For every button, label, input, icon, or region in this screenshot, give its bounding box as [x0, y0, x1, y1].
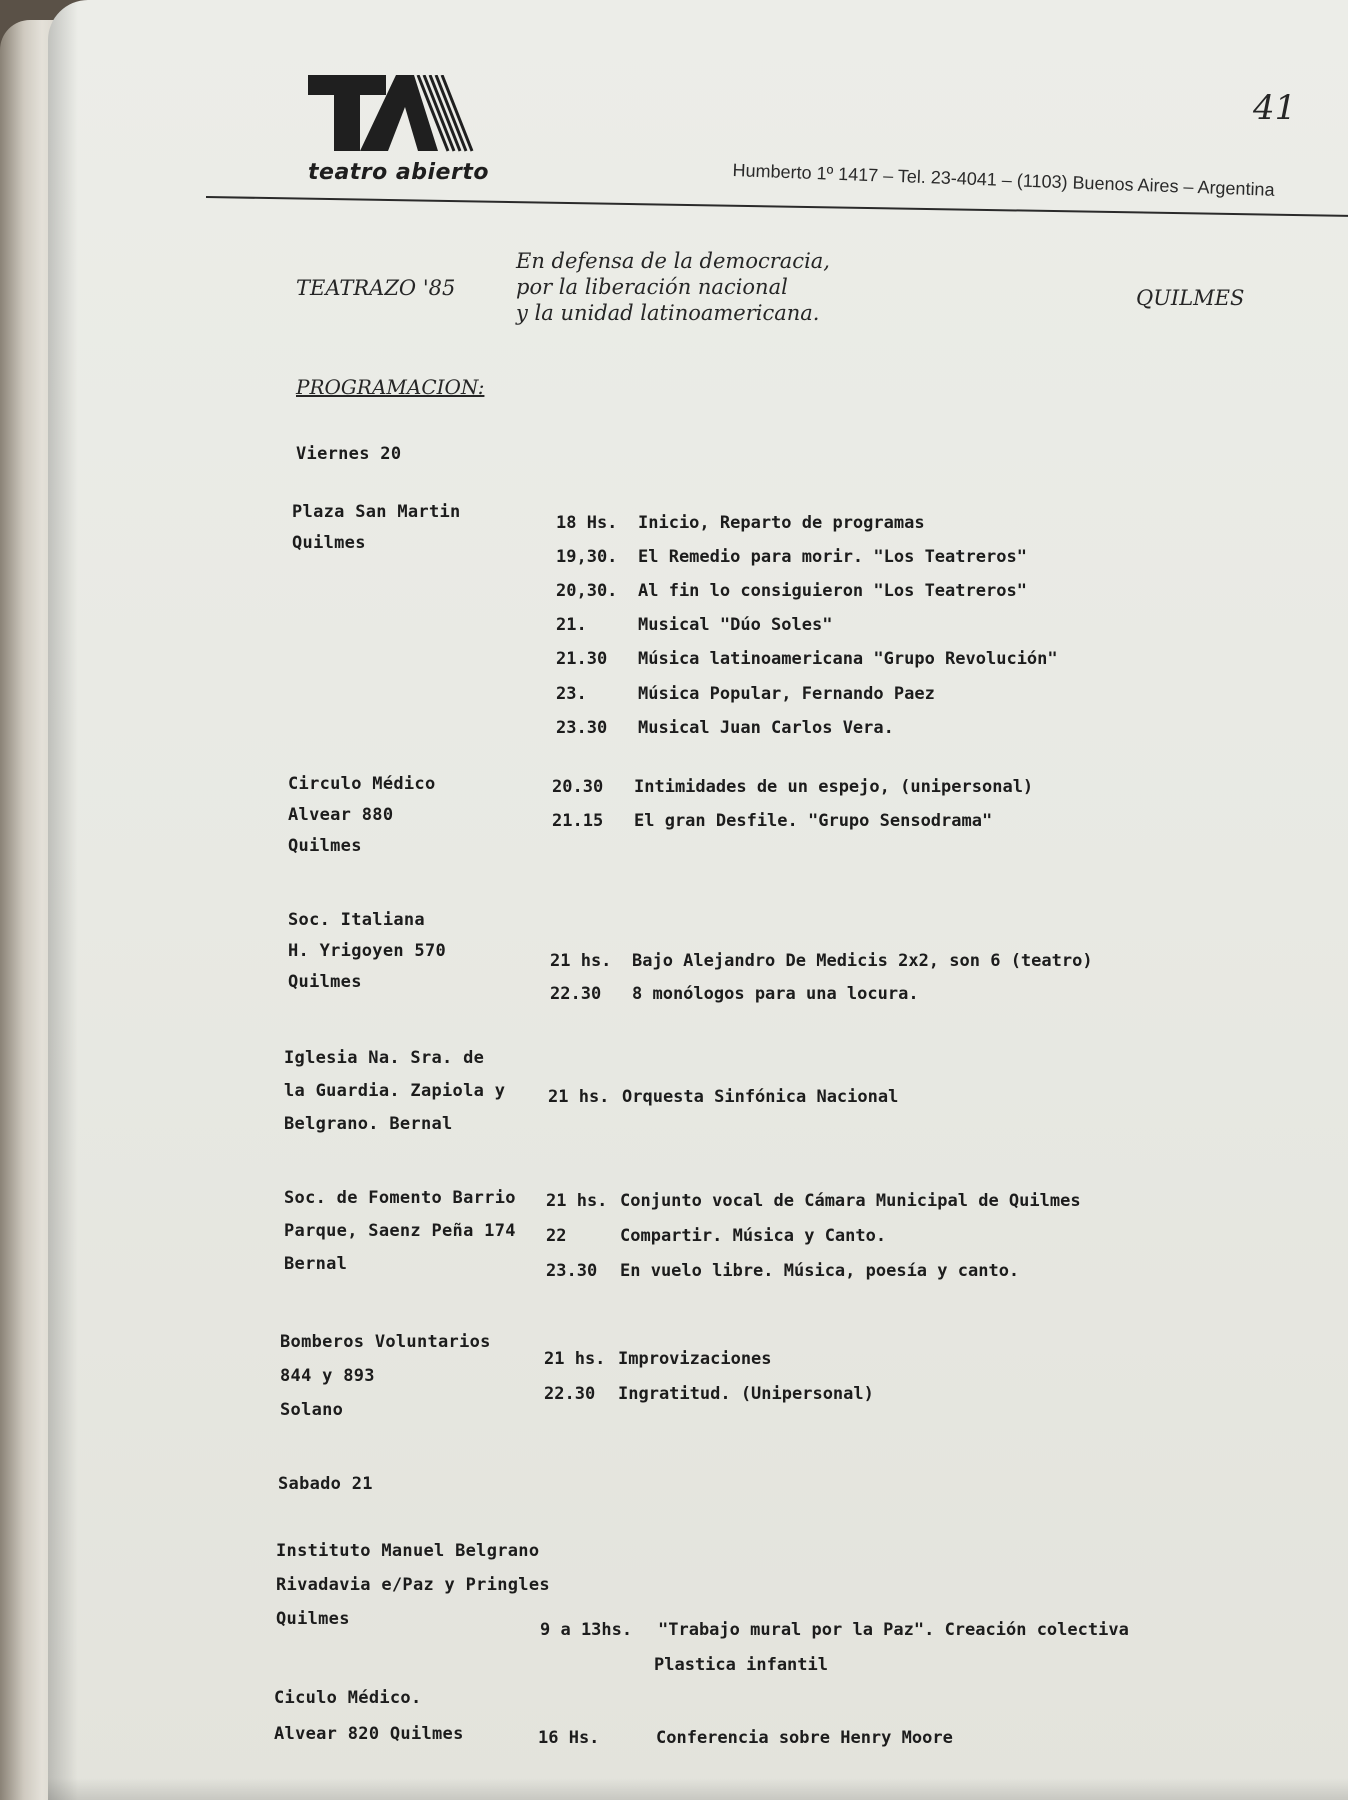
event-row: [544, 1349, 772, 1369]
day-heading: Viernes 20: [296, 444, 402, 464]
event-row: [548, 1087, 898, 1107]
event-text: El Remedio para morir. "Los Teatreros": [638, 547, 1027, 567]
event-row: [544, 1384, 874, 1404]
venue-line: Quilmes: [292, 533, 366, 553]
motto-line: En defensa de la democracia,: [516, 249, 830, 273]
event-text: Música Popular, Fernando Paez: [638, 684, 935, 704]
event-text: Orquesta Sinfónica Nacional: [622, 1087, 899, 1107]
event-row: [546, 1191, 1081, 1211]
venue-line: Rivadavia e/Paz y Pringles: [276, 1575, 550, 1595]
page-bottom-shadow: [48, 1778, 1348, 1800]
event-time: 21 hs.: [548, 1087, 610, 1107]
event-time: 23.30: [546, 1261, 598, 1281]
venue-line: Ciculo Médico.: [274, 1688, 422, 1708]
event-time: 21 hs.: [544, 1349, 606, 1369]
event-text: Improvizaciones: [618, 1349, 772, 1369]
event-row: [654, 1655, 828, 1675]
event-text: Musical "Dúo Soles": [638, 615, 833, 635]
event-text: En vuelo libre. Música, poesía y canto.: [620, 1261, 1020, 1281]
venue-line: Alvear 880: [288, 805, 394, 825]
event-row: [556, 684, 935, 704]
location-label: QUILMES: [1136, 286, 1245, 310]
event-time: 23.30: [556, 718, 608, 738]
venue-line: Iglesia Na. Sra. de: [284, 1048, 485, 1068]
event-text: Conjunto vocal de Cámara Municipal de Quilmes: [620, 1191, 1081, 1211]
venue-line: Quilmes: [288, 836, 362, 856]
venue-line: Soc. de Fomento Barrio: [284, 1188, 516, 1208]
event-row: [550, 951, 1093, 971]
venue-name: [284, 1042, 505, 1141]
event-text: Bajo Alejandro De Medicis 2x2, son 6 (teatro): [632, 951, 1093, 971]
event-row: [538, 1728, 953, 1748]
venue-line: Bernal: [284, 1254, 348, 1274]
motto-line: y la unidad latinoamericana.: [516, 301, 820, 325]
venue-line: Belgrano. Bernal: [284, 1114, 453, 1134]
event-time: 21 hs.: [550, 951, 612, 971]
event-text: 8 monólogos para una locura.: [632, 984, 919, 1004]
event-text: Al fin lo consiguieron "Los Teatreros": [638, 581, 1027, 601]
venue-name: [288, 769, 436, 862]
venue-line: Quilmes: [288, 972, 362, 992]
header-rule: [206, 196, 1348, 217]
motto-line: por la liberación nacional: [516, 275, 788, 299]
event-time: 22.30: [544, 1384, 596, 1404]
venue-line: Bomberos Voluntarios: [280, 1332, 491, 1352]
document-page: [48, 0, 1348, 1800]
event-row: [550, 984, 919, 1004]
venue-line: la Guardia. Zapiola y: [284, 1081, 506, 1101]
event-time: 20.30: [552, 777, 604, 797]
venue-name: [280, 1325, 491, 1427]
event-row: [546, 1261, 1019, 1281]
venue-name: [274, 1680, 464, 1752]
event-row: [540, 1620, 1129, 1640]
venue-line: Plaza San Martin: [292, 502, 461, 522]
teatro-abierto-logo: [308, 75, 478, 155]
event-time: 22: [546, 1226, 567, 1246]
event-row: [556, 718, 894, 738]
motto: [516, 248, 830, 326]
event-time: 18 Hs.: [556, 513, 618, 533]
event-text: Musical Juan Carlos Vera.: [638, 718, 894, 738]
venue-line: Quilmes: [276, 1609, 350, 1629]
event-time: 21 hs.: [546, 1191, 608, 1211]
venue-name: [276, 1534, 550, 1636]
event-row: [556, 513, 925, 533]
event-text: Inicio, Reparto de programas: [638, 513, 925, 533]
event-time: 19,30.: [556, 547, 618, 567]
event-text: Compartir. Música y Canto.: [620, 1226, 887, 1246]
venue-name: [284, 1182, 516, 1281]
event-text: Conferencia sobre Henry Moore: [656, 1728, 953, 1748]
event-time: 21.15: [552, 811, 604, 831]
event-time: 22.30: [550, 984, 602, 1004]
address-line: Humberto 1º 1417 – Tel. 23-4041 – (1103) Buenos Aires – Argentina: [732, 160, 1275, 200]
event-row: [552, 811, 992, 831]
event-time: 23.: [556, 684, 587, 704]
day-heading: Sabado 21: [278, 1474, 373, 1494]
venue-line: Soc. Italiana: [288, 910, 425, 930]
event-row: [556, 649, 1058, 669]
venue-line: H. Yrigoyen 570: [288, 941, 447, 961]
venue-line: 844 y 893: [280, 1366, 375, 1386]
venue-name: [292, 497, 461, 559]
event-text: "Trabajo mural por la Paz". Creación colectiva: [658, 1620, 1129, 1640]
event-title: TEATRAZO '85: [296, 276, 456, 300]
event-time: 21.30: [556, 649, 608, 669]
event-text: Ingratitud. (Unipersonal): [618, 1384, 874, 1404]
event-text: Intimidades de un espejo, (unipersonal): [634, 777, 1034, 797]
venue-line: Instituto Manuel Belgrano: [276, 1541, 540, 1561]
event-row: [552, 777, 1033, 797]
event-time: 20,30.: [556, 581, 618, 601]
event-time: 16 Hs.: [538, 1728, 600, 1748]
event-row: [546, 1226, 886, 1246]
venue-name: [288, 905, 446, 998]
venue-line: Alvear 820 Quilmes: [274, 1724, 464, 1744]
event-text: Música latinoamericana "Grupo Revolución": [638, 649, 1058, 669]
event-time: 9 a 13hs.: [540, 1620, 633, 1640]
page-number: 41: [1253, 88, 1297, 128]
programacion-heading: PROGRAMACION:: [296, 375, 485, 399]
event-text: Plastica infantil: [654, 1655, 828, 1675]
venue-line: Circulo Médico: [288, 774, 436, 794]
page-shadow: [48, 0, 78, 1800]
event-row: [556, 581, 1027, 601]
venue-line: Solano: [280, 1400, 344, 1420]
logo-caption: teatro abierto: [308, 160, 489, 185]
event-row: [556, 547, 1027, 567]
event-time: 21.: [556, 615, 587, 635]
event-row: [556, 615, 832, 635]
event-text: El gran Desfile. "Grupo Sensodrama": [634, 811, 993, 831]
venue-line: Parque, Saenz Peña 174: [284, 1221, 516, 1241]
